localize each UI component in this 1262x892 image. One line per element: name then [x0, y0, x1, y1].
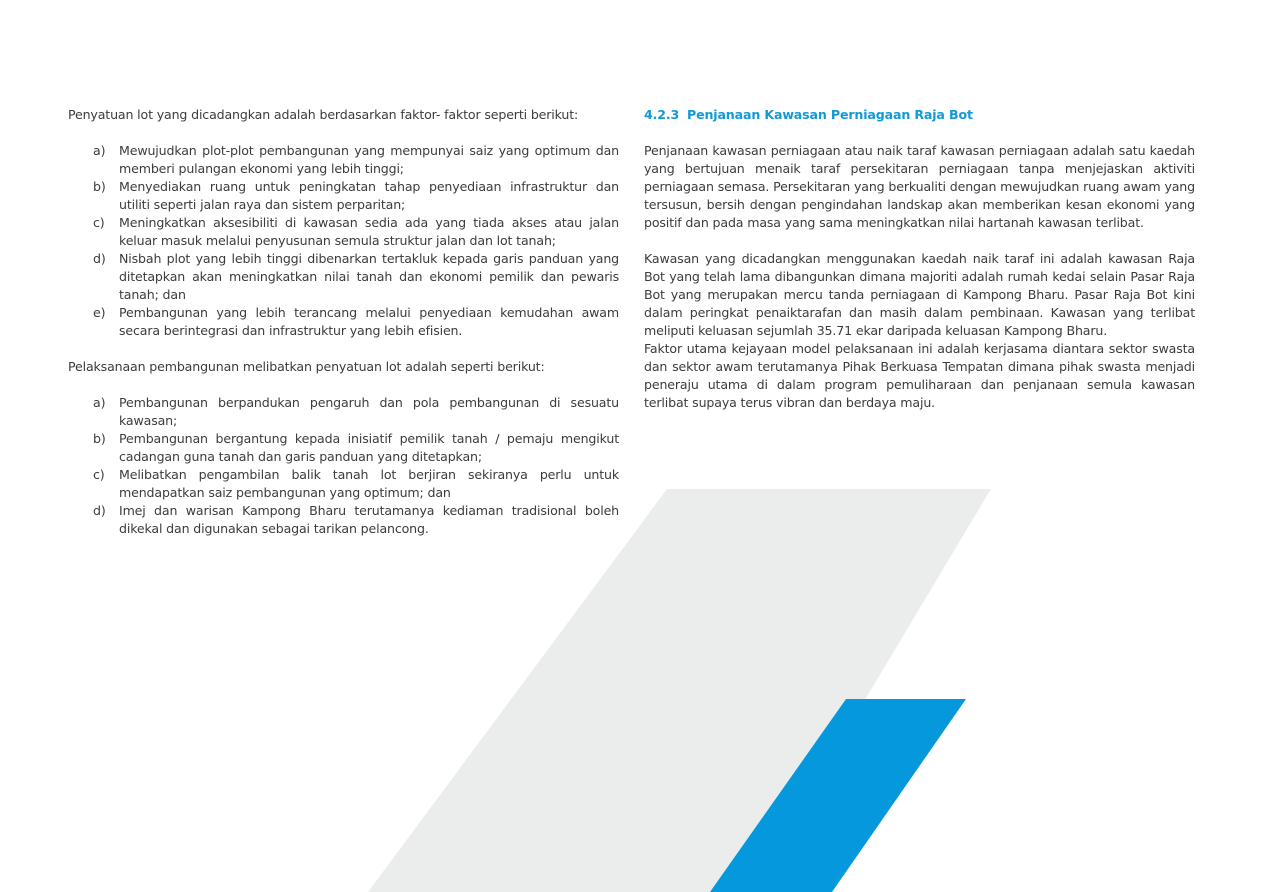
- list-item-text: Pembangunan bergantung kepada inisiatif pemilik tanah / pemaju mengikut cadangan guna tanah dan garis panduan yang ditetapkan;: [119, 431, 619, 464]
- list-item-text: Meningkatkan aksesibiliti di kawasan sedia ada yang tiada akses atau jalan keluar masuk melalui penyusunan semula struktur jalan dan lot tanah;: [119, 215, 619, 248]
- list-marker: c): [93, 467, 105, 482]
- list-marker: d): [93, 503, 106, 518]
- list-marker: a): [93, 143, 106, 158]
- section-number: 4.2.3: [644, 107, 680, 122]
- list-item: [68, 178, 619, 214]
- left-column: [68, 105, 619, 538]
- list-item: [68, 214, 619, 250]
- list-item-text: Mewujudkan plot-plot pembangunan yang mempunyai saiz yang optimum dan memberi pulangan ekonomi yang lebih tinggi;: [119, 143, 619, 176]
- list-marker: c): [93, 215, 105, 230]
- list-marker: b): [93, 431, 106, 446]
- list-item-text: Melibatkan pengambilan balik tanah lot berjiran sekiranya perlu untuk mendapatkan saiz pembangunan yang optimum; dan: [119, 467, 619, 500]
- list-item-text: Nisbah plot yang lebih tinggi dibenarkan tertakluk kepada garis panduan yang ditetapkan akan meningkatkan nilai tanah dan ekonomi pemilik dan pewaris tanah; dan: [119, 251, 619, 302]
- list-marker: b): [93, 179, 106, 194]
- right-column: [644, 105, 1195, 412]
- list-item: [68, 430, 619, 466]
- list-item: [68, 142, 619, 178]
- section-heading: [644, 106, 1195, 124]
- grey-parallelogram-shape: [368, 489, 991, 892]
- list-item: [68, 466, 619, 502]
- list-item-text: Menyediakan ruang untuk peningkatan tahap penyediaan infrastruktur dan utiliti seperti jalan raya dan sistem perparitan;: [119, 179, 619, 212]
- implementation-intro-paragraph: Pelaksanaan pembangunan melibatkan penyatuan lot adalah seperti berikut:: [68, 359, 545, 374]
- body-paragraph: Kawasan yang dicadangkan menggunakan kaedah naik taraf ini adalah kawasan Raja Bot yang telah lama dibangunkan dimana majoriti adalah rumah kedai selain Pasar Raja Bot yang merupakan mercu tanda perniagaan di Kampong Bharu. Pasar Raja Bot kini dalam peringkat penaiktarafan dan masih dalam pembinaan. Kawasan yang terlibat meliputi keluasan sejumlah 35.71 ekar daripada keluasan Kampong Bharu.: [644, 251, 1195, 338]
- list-marker: a): [93, 395, 106, 410]
- list-item-text: Imej dan warisan Kampong Bharu terutamanya kediaman tradisional boleh dikekal dan digunakan sebagai tarikan pelancong.: [119, 503, 619, 536]
- list-item: [68, 250, 619, 304]
- body-paragraph: Faktor utama kejayaan model pelaksanaan ini adalah kerjasama diantara sektor swasta dan sektor awam terutamanya Pihak Berkuasa Tempatan dimana pihak swasta menjadi peneraju utama di dalam program pemuliharaan dan penjanaan semula kawasan terlibat supaya terus vibran dan berdaya maju.: [644, 341, 1195, 410]
- section-title: Penjanaan Kawasan Perniagaan Raja Bot: [687, 107, 973, 122]
- list-item: [68, 502, 619, 538]
- list-item: [68, 304, 619, 340]
- factor-list: [68, 142, 619, 340]
- list-marker: d): [93, 251, 106, 266]
- implementation-list: [68, 394, 619, 538]
- list-item: [68, 394, 619, 430]
- list-item-text: Pembangunan yang lebih terancang melalui penyediaan kemudahan awam secara berintegrasi dan infrastruktur yang lebih efisien.: [119, 305, 619, 338]
- body-paragraph: Penjanaan kawasan perniagaan atau naik taraf kawasan perniagaan adalah satu kaedah yang bertujuan menaik taraf persekitaran perniagaan tanpa menjejaskan aktiviti perniagaan semasa. Persekitaran yang berkualiti dengan mewujudkan ruang awam yang tersusun, bersih dengan pengindahan landskap akan memberikan kesan ekonomi yang positif dan pada masa yang sama meningkatkan nilai hartanah kawasan terlibat.: [644, 143, 1195, 230]
- list-item-text: Pembangunan berpandukan pengaruh dan pola pembangunan di sesuatu kawasan;: [119, 395, 619, 428]
- list-marker: e): [93, 305, 106, 320]
- intro-paragraph: Penyatuan lot yang dicadangkan adalah berdasarkan faktor- faktor seperti berikut:: [68, 107, 579, 122]
